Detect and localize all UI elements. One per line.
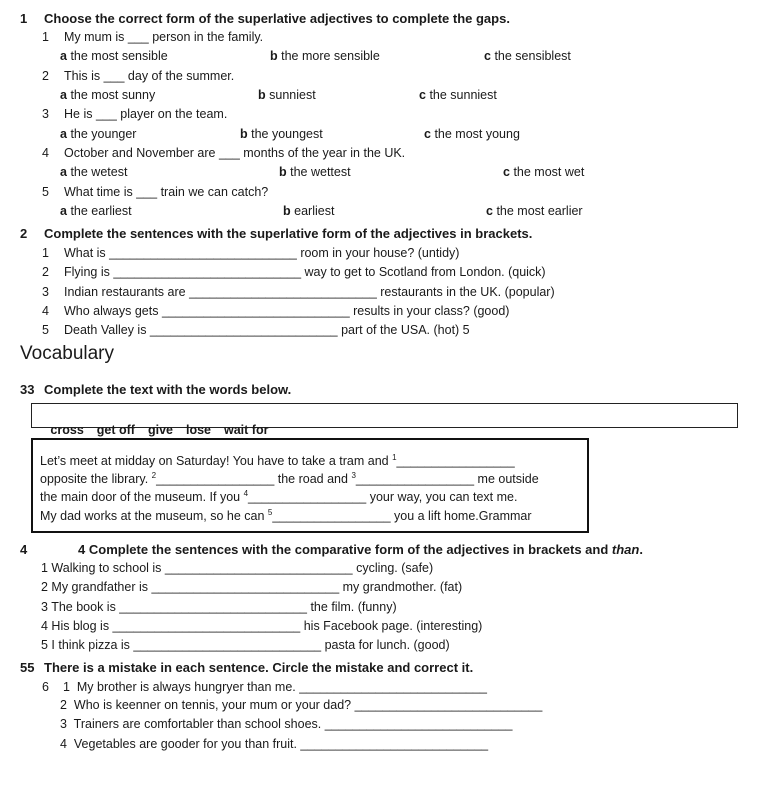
- gap-4: _________________: [248, 490, 367, 504]
- option-c: [419, 88, 497, 103]
- option-a: [60, 127, 136, 142]
- section-5-title: There is a mistake in each sentence. Circle the mistake and correct it.: [44, 660, 474, 675]
- option-letter: a: [60, 165, 67, 179]
- option-a: [60, 88, 155, 103]
- option-text: the wettest: [290, 165, 351, 179]
- text: you a lift home.Grammar: [390, 509, 532, 523]
- text: the main door of the museum. If you: [40, 490, 244, 504]
- question-number: 2: [42, 69, 49, 83]
- option-letter: b: [258, 88, 266, 102]
- option-text: the wetest: [70, 165, 128, 179]
- text: me outside: [474, 472, 539, 486]
- gap-number: 2: [151, 470, 157, 480]
- option-text: the most earlier: [496, 204, 583, 218]
- text-line-4: [40, 509, 532, 524]
- section-2-title: Complete the sentences with the superlative form of the adjectives in brackets.: [44, 226, 533, 241]
- text: the road and: [274, 472, 352, 486]
- option-letter: c: [419, 88, 426, 102]
- option-letter: a: [60, 88, 67, 102]
- option-text: the most sunny: [70, 88, 156, 102]
- option-letter: a: [60, 204, 67, 218]
- section-2-number: 2: [20, 226, 28, 241]
- word-box: [31, 403, 738, 437]
- question-number: 5: [42, 323, 49, 337]
- gap-number: 4: [243, 488, 249, 498]
- option-letter: c: [424, 127, 431, 141]
- section-1-number: 1: [20, 11, 28, 26]
- section-3-title: Complete the text with the words below.: [44, 382, 292, 397]
- question-text: 1 Walking to school is ___________________________ cycling. (safe): [41, 561, 434, 575]
- option-c: [486, 204, 583, 219]
- option-letter: b: [279, 165, 287, 179]
- option-text: the most sensible: [70, 49, 168, 63]
- question-text: 4 His blog is ___________________________ his Facebook page. (interesting): [41, 619, 483, 633]
- option-letter: b: [270, 49, 278, 63]
- question-text: He is ___ player on the team.: [64, 107, 228, 121]
- section-1-title: Choose the correct form of the superlative adjectives to complete the gaps.: [44, 11, 510, 26]
- question-text: 3 The book is ___________________________ the film. (funny): [41, 600, 397, 614]
- vocabulary-heading: Vocabulary: [20, 343, 115, 364]
- question-text: 1 My brother is always hungryer than me. ___________________________: [63, 680, 487, 694]
- gap-number: 1: [392, 452, 397, 462]
- section-4-number: 4: [20, 542, 28, 557]
- option-text: the sensiblest: [494, 49, 571, 63]
- question-text: October and November are ___ months of the year in the UK.: [64, 146, 406, 160]
- question-number: 2: [42, 265, 49, 279]
- option-text: the most wet: [513, 165, 585, 179]
- word: cross: [50, 423, 84, 437]
- title-number: 4: [78, 542, 86, 557]
- option-c: [424, 127, 520, 142]
- option-b: [279, 165, 351, 180]
- question-number: 1: [42, 246, 49, 260]
- question-text: 2 My grandfather is ___________________________ my grandmother. (fat): [41, 580, 463, 594]
- gap-number: 5: [267, 507, 273, 517]
- question-text: Death Valley is ___________________________ part of the USA. (hot) 5: [64, 323, 470, 337]
- question-number: 4: [42, 304, 49, 318]
- question-text: What time is ___ train we can catch?: [64, 185, 269, 199]
- text-line-1: [40, 454, 515, 469]
- option-letter: b: [283, 204, 291, 218]
- option-text: the sunniest: [429, 88, 497, 102]
- question-text: This is ___ day of the summer.: [64, 69, 235, 83]
- word: give: [147, 423, 173, 437]
- title-end: .: [639, 542, 643, 557]
- option-text: the most young: [434, 127, 520, 141]
- option-letter: c: [486, 204, 493, 218]
- text: My dad works at the museum, so he can: [40, 509, 268, 523]
- section-3-number: 33: [20, 382, 35, 397]
- word: wait for: [224, 423, 269, 437]
- option-text: the more sensible: [281, 49, 380, 63]
- option-a: [60, 49, 168, 64]
- title-emphasis: than: [611, 542, 640, 557]
- question-text: Flying is ___________________________ way to get to Scotland from London. (quick): [64, 265, 546, 279]
- word: get off: [96, 423, 135, 437]
- question-number: 4: [42, 146, 49, 160]
- section-4-title: [78, 542, 643, 557]
- option-letter: a: [60, 49, 67, 63]
- option-text: earliest: [294, 204, 335, 218]
- option-letter: c: [484, 49, 491, 63]
- option-b: [240, 127, 323, 142]
- option-a: [60, 204, 132, 219]
- sub-number: 6: [42, 680, 49, 694]
- section-5-number: 55: [20, 660, 35, 675]
- option-text: the earliest: [70, 204, 132, 218]
- question-text: Who always gets ___________________________ results in your class? (good): [64, 304, 510, 318]
- gap-3: _________________: [355, 472, 475, 486]
- question-number: 3: [42, 285, 49, 299]
- option-text: the younger: [70, 127, 137, 141]
- question-text: 5 I think pizza is ___________________________ pasta for lunch. (good): [41, 638, 450, 652]
- question-number: 5: [42, 185, 49, 199]
- gap-2: _________________: [156, 472, 275, 486]
- text: Let’s meet at midday on Saturday! You have to take a tram and: [40, 454, 393, 468]
- text-line-3: [40, 490, 517, 505]
- question-number: 3: [42, 107, 49, 121]
- question-text: 2 Who is keenner on tennis, your mum or your dad? ___________________________: [60, 698, 543, 712]
- text: your way, you can text me.: [366, 490, 518, 504]
- option-b: [283, 204, 334, 219]
- question-number: 1: [42, 30, 49, 44]
- question-text: 4 Vegetables are gooder for you than fruit. ___________________________: [60, 737, 489, 751]
- gap-5: _________________: [272, 509, 391, 523]
- option-b: [258, 88, 316, 103]
- word: lose: [185, 423, 211, 437]
- title-text: Complete the sentences with the comparative form of the adjectives in brackets and: [88, 542, 612, 557]
- question-text: What is ___________________________ room in your house? (untidy): [64, 246, 460, 260]
- gap-number: 3: [351, 470, 356, 480]
- question-text: 3 Trainers are comfortabler than school shoes. ___________________________: [60, 717, 513, 731]
- option-letter: c: [503, 165, 510, 179]
- option-b: [270, 49, 380, 64]
- option-c: [484, 49, 571, 64]
- text-line-2: [40, 472, 539, 487]
- text-box: [31, 438, 589, 533]
- option-a: [60, 165, 127, 180]
- option-letter: a: [60, 127, 67, 141]
- gap-1: _________________: [396, 454, 515, 468]
- option-text: the youngest: [251, 127, 323, 141]
- option-letter: b: [240, 127, 248, 141]
- option-text: sunniest: [269, 88, 316, 102]
- text: opposite the library.: [40, 472, 152, 486]
- question-text: Indian restaurants are ___________________________ restaurants in the UK. (popular): [64, 285, 555, 299]
- option-c: [503, 165, 584, 180]
- question-text: My mum is ___ person in the family.: [64, 30, 264, 44]
